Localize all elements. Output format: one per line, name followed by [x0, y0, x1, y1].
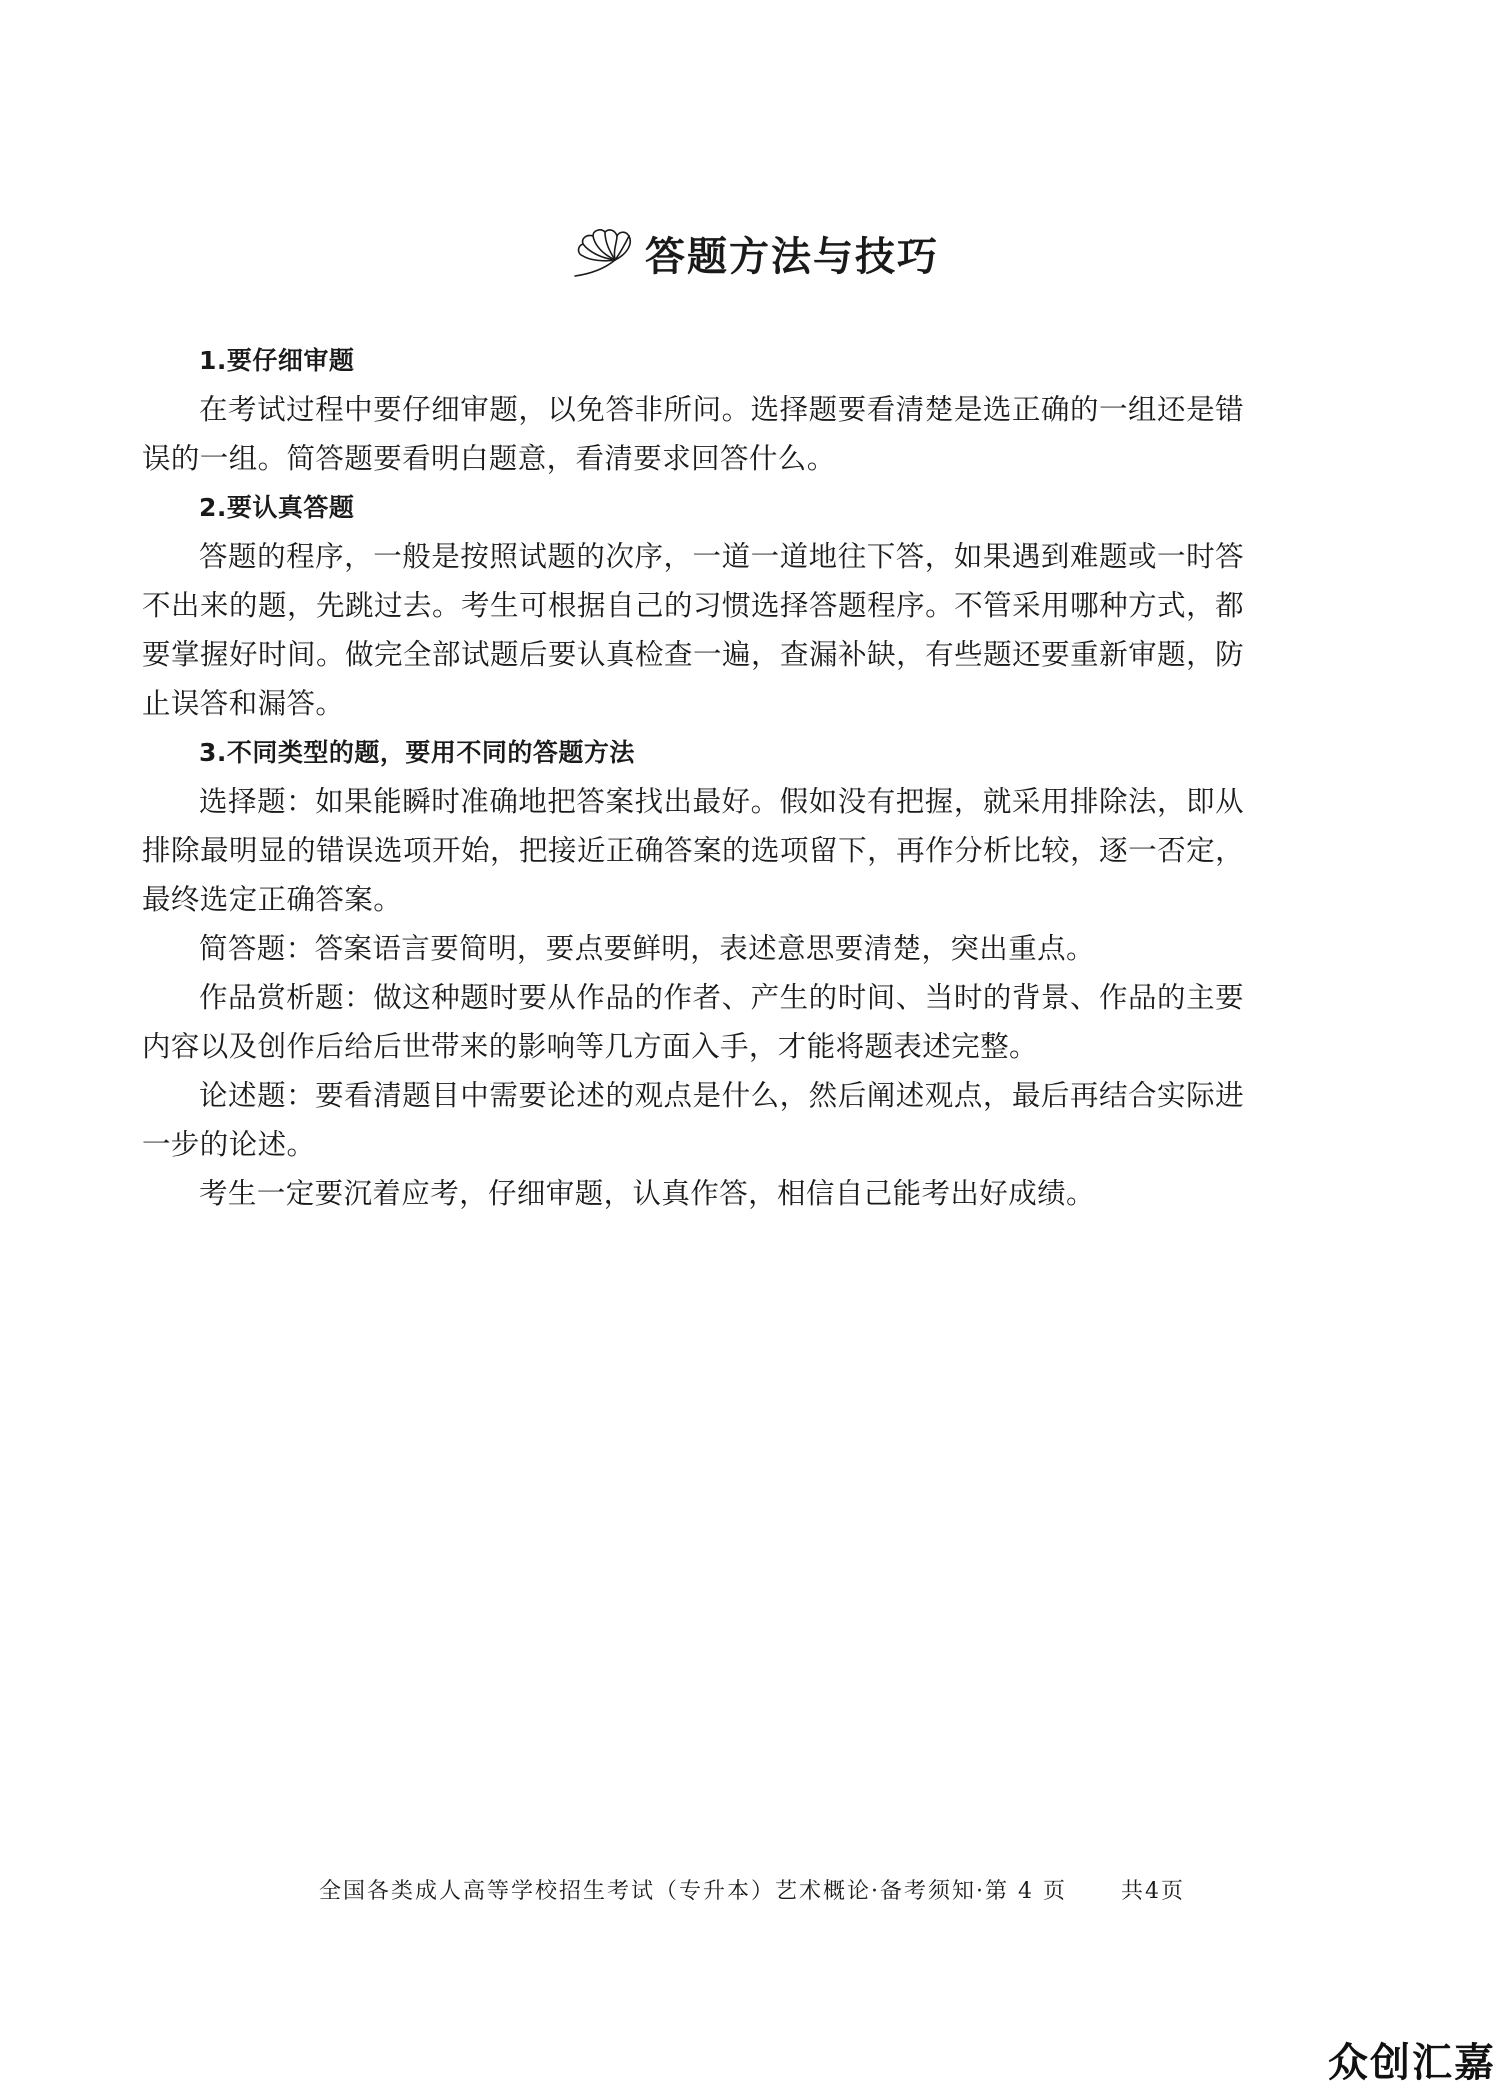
footer-total: 共4页	[1120, 1879, 1185, 1904]
page-title: 答题方法与技巧	[645, 233, 939, 280]
paragraph: 在考试过程中要仔细审题，以免答非所问。选择题要看清楚是选正确的一组还是错误的一组。简答题要看明白题意，看清要求回答什么。	[142, 393, 1244, 475]
paragraph: 选择题：如果能瞬时准确地把答案找出最好。假如没有把握，就采用排除法，即从排除最明显的错误选项开始，把接近正确答案的选项留下，再作分析比较，逐一否定，最终选定正确答案。	[142, 785, 1244, 916]
ginkgo-leaf-icon	[569, 224, 635, 282]
paragraph: 作品赏析题：做这种题时要从作品的作者、产生的时间、当时的背景、作品的主要内容以及创作后给后世带来的影响等几方面入手，才能将题表述完整。	[142, 981, 1244, 1063]
section-heading: 2.要认真答题	[199, 493, 355, 522]
page-footer	[0, 1874, 1504, 1905]
footer-text: 全国各类成人高等学校招生考试（专升本）艺术概论·备考须知·第 4 页	[319, 1879, 1067, 1904]
closing-paragraph: 考生一定要沉着应考，仔细审题，认真作答，相信自己能考出好成绩。	[199, 1177, 1095, 1210]
content-body	[142, 336, 1244, 1218]
title-group	[569, 224, 939, 282]
paragraph: 简答题：答案语言要简明，要点要鲜明，表述意思要清楚，突出重点。	[199, 932, 1095, 965]
section-heading: 3.不同类型的题，要用不同的答题方法	[199, 738, 635, 767]
section-heading: 1.要仔细审题	[199, 346, 355, 375]
title-bar	[0, 224, 1504, 282]
paragraph: 论述题：要看清题目中需要论述的观点是什么，然后阐述观点，最后再结合实际进一步的论述。	[142, 1079, 1244, 1161]
watermark-logo: 众创汇嘉	[1328, 2040, 1496, 2086]
paragraph: 答题的程序，一般是按照试题的次序，一道一道地往下答，如果遇到难题或一时答不出来的题，先跳过去。考生可根据自己的习惯选择答题程序。不管采用哪种方式，都要掌握好时间。做完全部试题后要认真检查一遍，查漏补缺，有些题还要重新审题，防止误答和漏答。	[142, 540, 1244, 720]
